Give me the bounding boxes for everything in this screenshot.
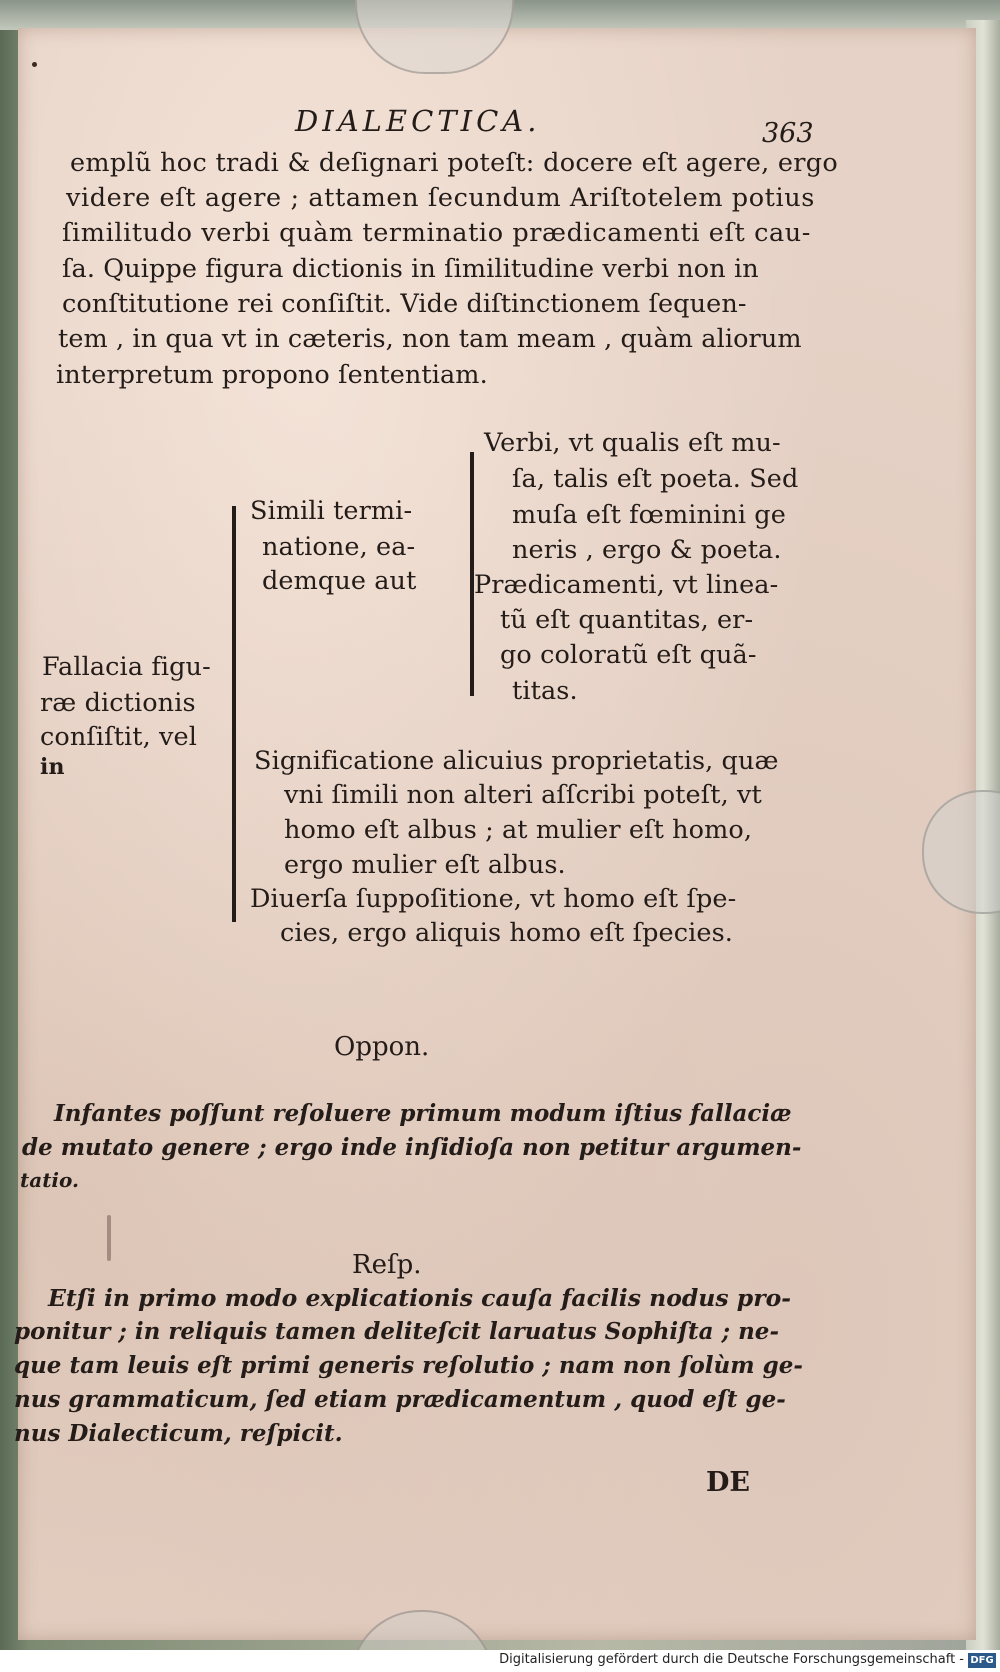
body-line: interpretum propono ſententiam. <box>56 360 488 390</box>
diagram-verbi-line: Verbi, vt qualis eſt mu- <box>484 428 781 458</box>
dfg-logo: DFG <box>968 1653 996 1668</box>
diagram-diuersa-line: Diuerſa ſuppoſitione, vt homo eſt ſpe- <box>250 884 737 914</box>
body-line: emplũ hoc tradi & deſignari poteſt: docere eſt agere, ergo <box>70 148 839 178</box>
page-number: 363 <box>762 118 814 149</box>
diagram-root-line: Fallacia figu- <box>42 652 211 682</box>
oppon-line: tatio. <box>20 1168 79 1192</box>
oppon-heading: Oppon. <box>334 1032 430 1062</box>
body-line: ſimilitudo verbi quàm terminatio prædicamenti eſt cau- <box>62 218 812 248</box>
body-line: videre eſt agere ; attamen ſecundum Ariſtotelem potius <box>66 183 815 213</box>
diagram-verbi-line: ſa, talis eſt poeta. Sed <box>512 464 799 494</box>
diagram-praedicamenti-line: tũ eſt quantitas, er- <box>500 605 754 635</box>
ink-smudge <box>107 1215 111 1261</box>
resp-line: nus grammaticum, ſed etiam prædicamentum , quod eſt ge- <box>14 1386 786 1413</box>
diagram-root-line: in <box>40 754 65 780</box>
diagram-praedicamenti-line: go coloratũ eſt quã- <box>500 640 757 670</box>
diagram-branch1-line: demque aut <box>262 566 417 596</box>
diagram-diuersa-line: cies, ergo aliquis homo eſt ſpecies. <box>280 918 733 948</box>
diagram-root-line: ræ dictionis <box>40 688 196 718</box>
diagram-branch1-line: Simili termi- <box>250 496 413 526</box>
oppon-line: Infantes poſſunt reſoluere primum modum iſtius fallaciæ <box>54 1100 792 1127</box>
diagram-branch1-line: natione, ea- <box>262 532 416 562</box>
body-line: ſa. Quippe figura dictionis in ſimilitudine verbi non in <box>62 254 759 284</box>
resp-line: nus Dialecticum, reſpicit. <box>14 1420 343 1447</box>
diagram-significatione-line: ergo mulier eſt albus. <box>284 850 566 880</box>
ink-spot <box>32 62 37 67</box>
resp-line: ponitur ; in reliquis tamen deliteſcit laruatus Sophiſta ; ne- <box>14 1318 779 1345</box>
body-line: tem , in qua vt in cæteris, non tam meam , quàm aliorum <box>58 324 802 354</box>
diagram-significatione-line: homo eſt albus ; at mulier eſt homo, <box>284 815 753 845</box>
resp-line: que tam leuis eſt primi generis reſolutio ; nam non ſolùm ge- <box>14 1352 803 1379</box>
diagram-verbi-line: neris , ergo & poeta. <box>512 535 782 565</box>
catchword: DE <box>706 1467 750 1498</box>
resp-heading: Reſp. <box>352 1250 422 1280</box>
funding-credit: Digitalisierung gefördert durch die Deutsche Forschungsgemeinschaft - <box>499 1652 964 1667</box>
diagram-praedicamenti-line: Prædicamenti, vt linea- <box>474 570 779 600</box>
diagram-significatione-line: vni ſimili non alteri aſſcribi poteſt, vt <box>284 780 762 810</box>
oppon-line: de mutato genere ; ergo inde inſidioſa non petitur argumen- <box>22 1134 802 1161</box>
diagram-praedicamenti-line: titas. <box>512 676 578 706</box>
diagram-root-line: conſiſtit, vel <box>40 722 198 752</box>
diagram-verbi-line: muſa eſt fœminini ge <box>512 500 786 530</box>
bracket-fallacia-main <box>232 506 236 922</box>
diagram-significatione-line: Significatione alicuius proprietatis, quæ <box>254 746 779 776</box>
running-head: DIALECTICA. <box>295 104 541 138</box>
digitization-footer <box>0 1650 1000 1672</box>
resp-line: Etſi in primo modo explicationis cauſa facilis nodus pro- <box>48 1284 792 1312</box>
body-line: conſtitutione rei conſiſtit. Vide diſtinctionem ſequen- <box>62 289 747 319</box>
